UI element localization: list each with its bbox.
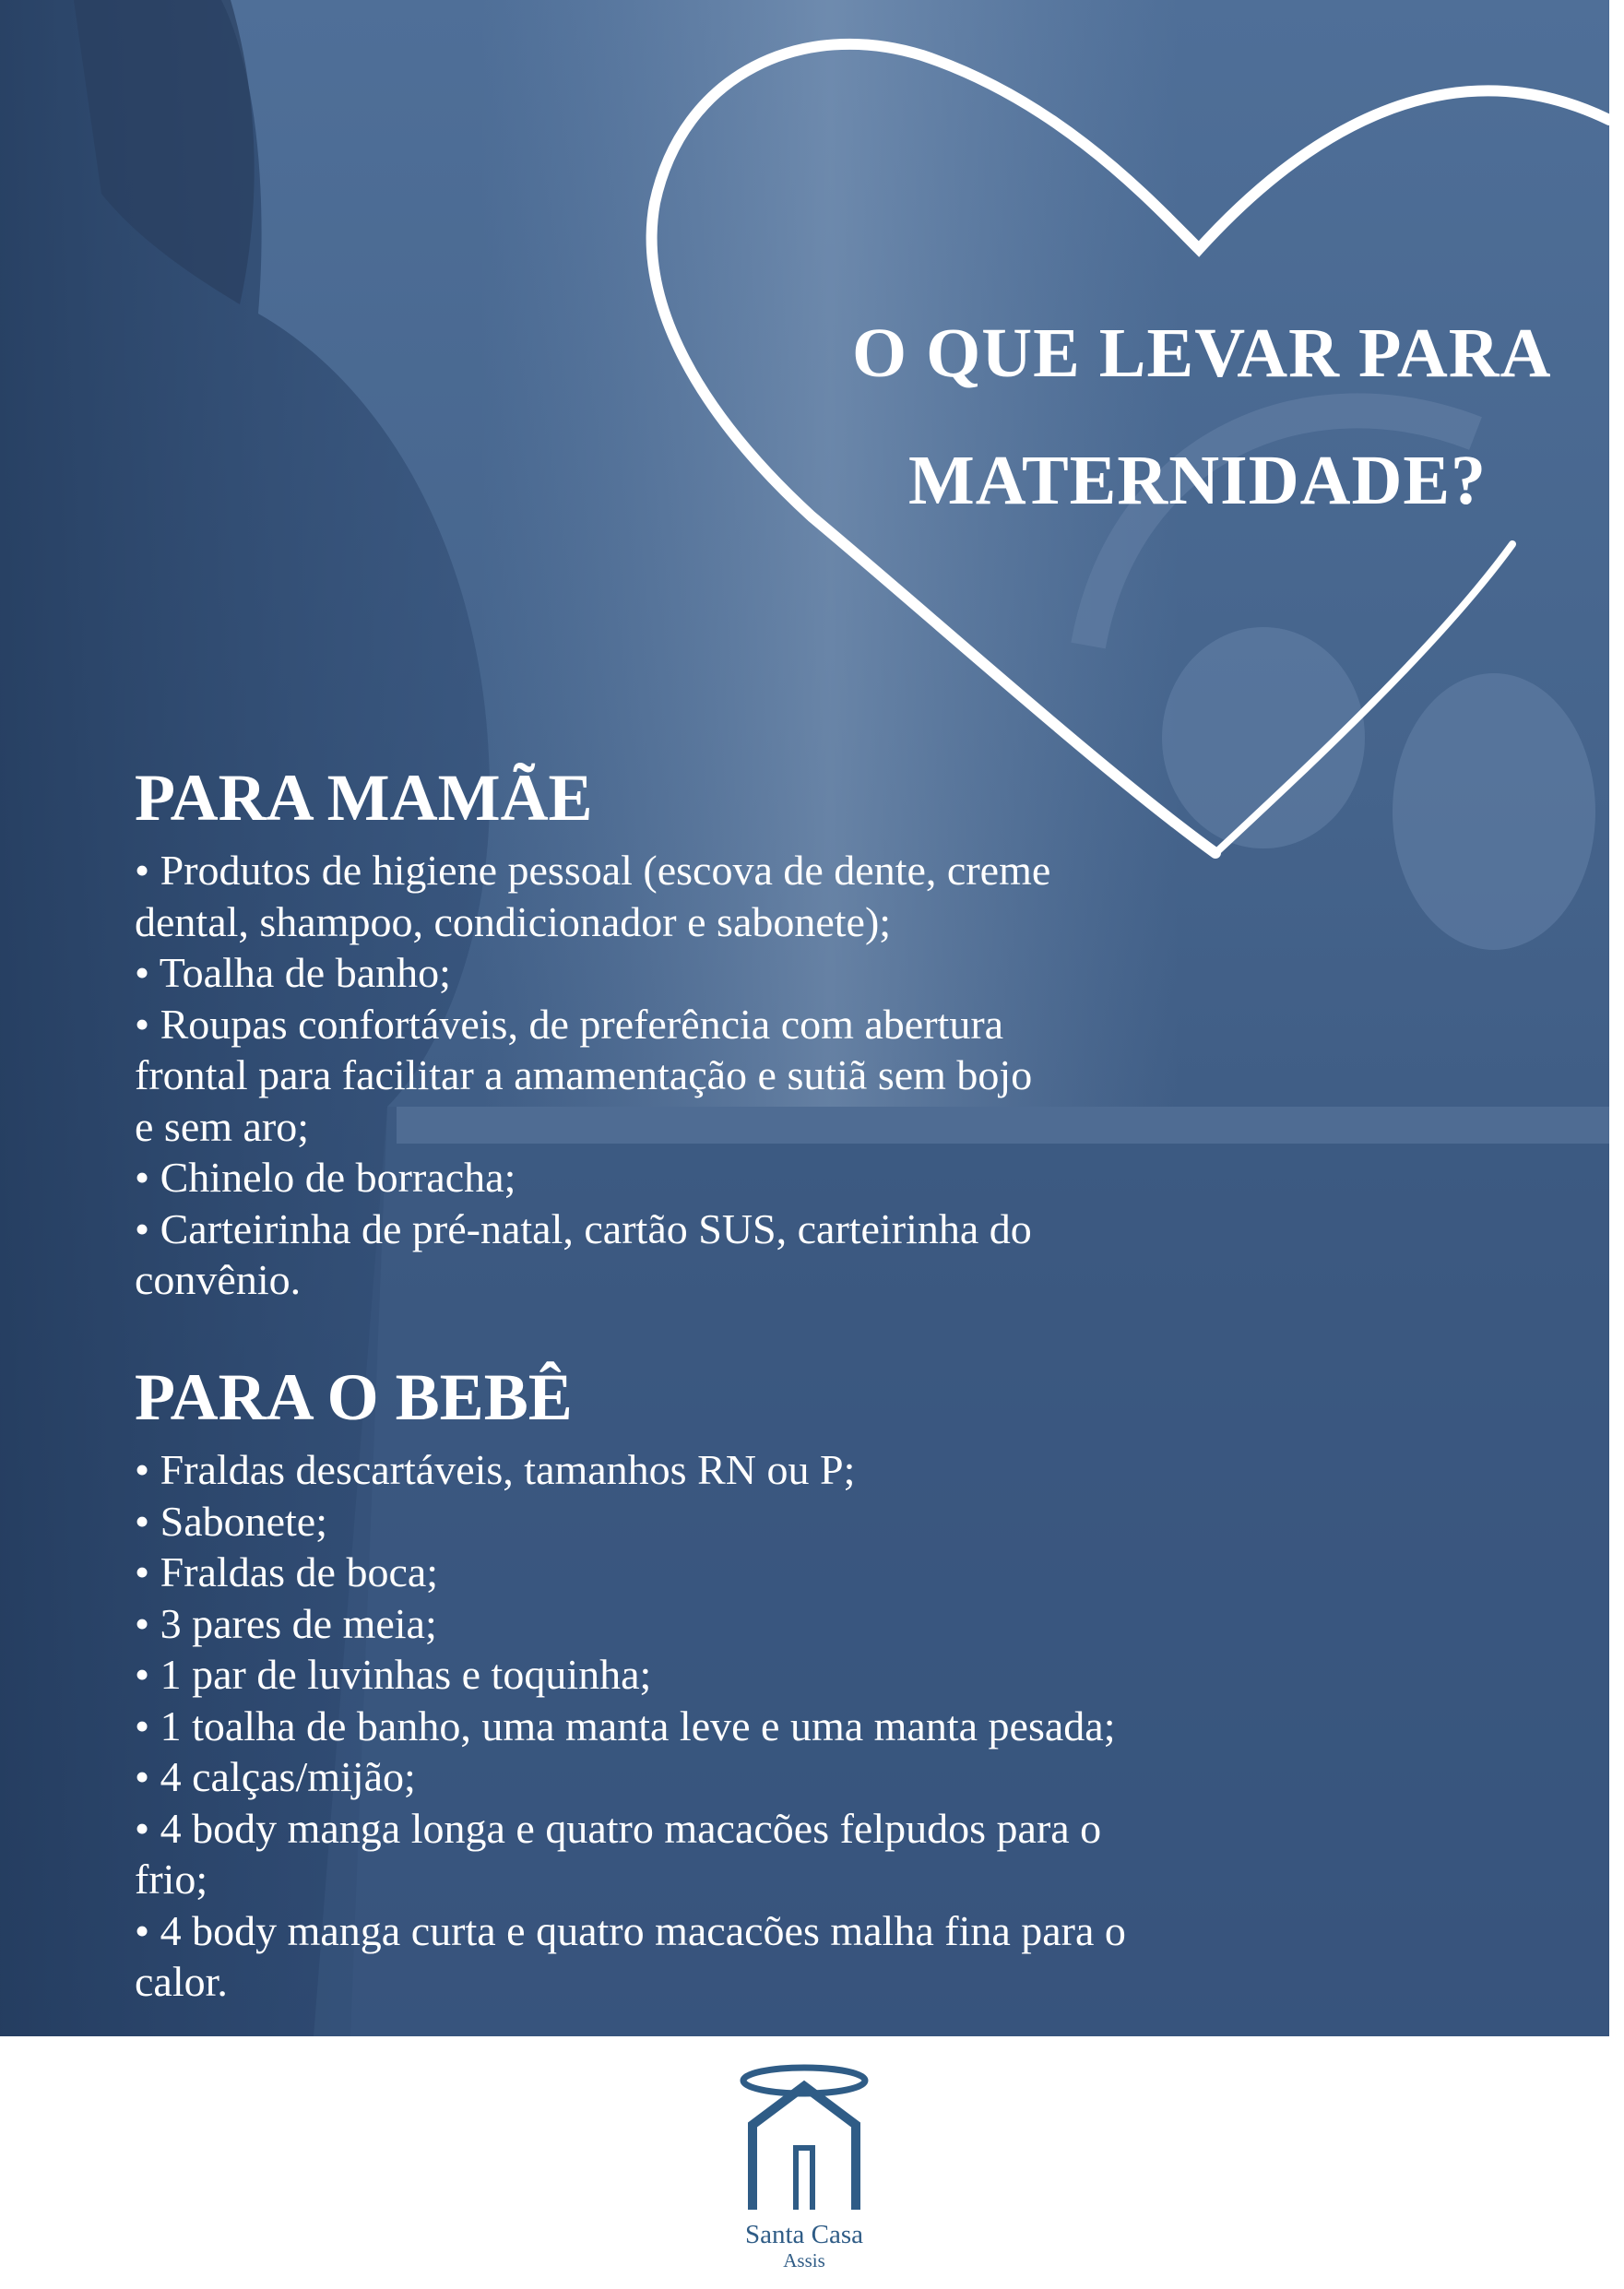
section-para-mamae [135,756,1050,1306]
list-item: dental, shampoo, condicionador e sabonete); [135,897,892,945]
list-item: • Roupas confortáveis, de preferência com abertura [135,1000,1004,1048]
list-item: • Toalha de banho; [135,949,451,996]
list-item: frontal para facilitar a amamentação e sutiã sem bojo [135,1051,1033,1098]
list-item: • 4 body manga longa e quatro macacões felpudos para o [135,1804,1102,1852]
santa-casa-logo-icon [738,2062,871,2213]
list-item: convênio. [135,1256,302,1303]
list-item: e sem aro; [135,1102,310,1150]
list-item: • 4 body manga curta e quatro macacões malha fina para o [135,1906,1126,1954]
right-edge-strip [1609,0,1624,2036]
list-item: • Fraldas de boca; [135,1548,439,1595]
page-title-line-2: MATERNIDADE? [908,442,1488,519]
list-item: • 4 calças/mijão; [135,1753,416,1800]
list-item: • 3 pares de meia; [135,1599,437,1647]
list-item: calor. [135,1958,228,2005]
list-item: • Produtos de higiene pessoal (escova de dente, creme [135,847,1051,894]
list-item: frio; [135,1856,208,1903]
list-bebe [135,1444,1126,2008]
list-item: • Carteirinha de pré-natal, cartão SUS, carteirinha do [135,1204,1032,1252]
section-heading-bebe: PARA O BEBÊ [135,1360,573,1434]
list-item: • 1 toalha de banho, uma manta leve e uma manta pesada; [135,1702,1116,1749]
list-item: • 1 par de luvinhas e toquinha; [135,1651,652,1698]
list-item: • Sabonete; [135,1497,327,1545]
brand-city: Assis [783,2249,825,2271]
section-heading-mamae: PARA MAMÃE [135,761,593,835]
list-item: • Chinelo de borracha; [135,1154,516,1201]
list-mamae [135,845,1050,1306]
section-para-o-bebe [135,1356,1126,2008]
list-item: • Fraldas descartáveis, tamanhos RN ou P; [135,1446,856,1493]
brand-name: Santa Casa [744,2220,864,2249]
page-title-line-1: O QUE LEVAR PARA [852,314,1552,392]
